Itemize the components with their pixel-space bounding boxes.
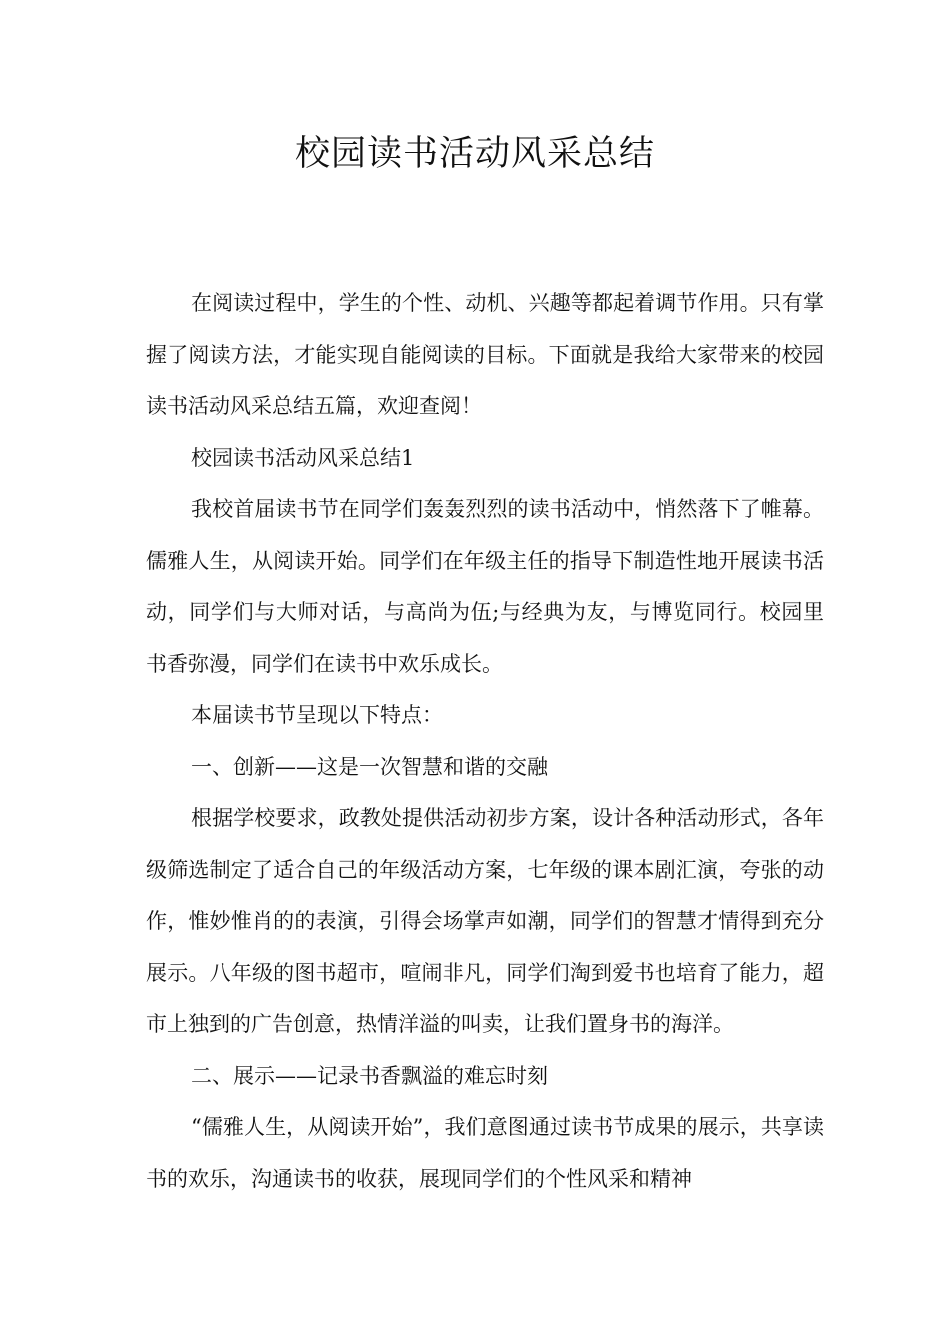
document-body	[146, 278, 824, 1205]
body-paragraph: 我校首届读书节在同学们轰轰烈烈的读书活动中，悄然落下了帷幕。儒雅人生，从阅读开始。同学们在年级主任的指导下制造性地开展读书活动，同学们与大师对话，与高尚为伍;与经典为友，与博览同行。校园里书香弥漫，同学们在读书中欢乐成长。	[146, 497, 824, 676]
subheading-showcase: 二、展示——记录书香飘溢的难忘时刻	[191, 1063, 548, 1088]
subheading-innovation: 一、创新——这是一次智慧和谐的交融	[191, 754, 548, 779]
body-paragraph: 根据学校要求，政教处提供活动初步方案，设计各种活动形式，各年级筛选制定了适合自己的年级活动方案，七年级的课本剧汇演，夸张的动作，惟妙惟肖的的表演，引得会场掌声如潮，同学们的智慧才情得到充分展示。八年级的图书超市，喧闹非凡，同学们淘到爱书也培育了能力，超市上独到的广告创意，热情洋溢的叫卖，让我们置身书的海洋。	[146, 806, 824, 1036]
body-paragraph: “儒雅人生，从阅读开始”，我们意图通过读书节成果的展示，共享读书的欢乐，沟通读书的收获，展现同学们的个性风采和精神	[146, 1115, 824, 1191]
features-intro: 本届读书节呈现以下特点：	[191, 703, 443, 727]
section-heading-1: 校园读书活动风采总结1	[191, 445, 415, 470]
document-title: 校园读书活动风采总结	[294, 134, 655, 174]
intro-paragraph: 在阅读过程中，学生的个性、动机、兴趣等都起着调节作用。只有掌握了阅读方法，才能实现自能阅读的目标。下面就是我给大家带来的校园读书活动风采总结五篇，欢迎查阅！	[146, 291, 824, 418]
